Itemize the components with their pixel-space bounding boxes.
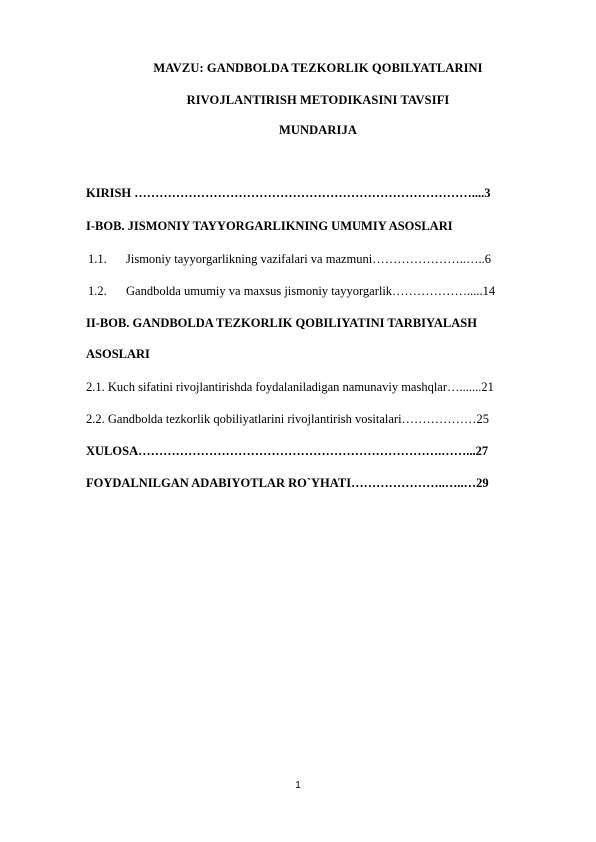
toc-entry-number: 1.2. — [88, 284, 107, 298]
toc-entry-number: 1.1. — [88, 252, 107, 266]
toc-entry-conclusion: XULOSA……………………………………………………………….……...27 — [86, 444, 489, 458]
toc-entry-chapter-2: II-BOB. GANDBOLDA TEZKORLIK QOBILIYATINI TARBIYALASH — [86, 316, 477, 330]
toc-entry-text: Gandbolda umumiy va maxsus jismoniy tayyorgarlik……………….....14 — [126, 284, 496, 298]
topic-title-continued: RIVOJLANTIRISH METODIKASINI TAVSIFI — [186, 93, 450, 107]
toc-entry-chapter-2-continued: ASOSLARI — [86, 347, 150, 361]
contents-heading: MUNDARIJA — [279, 123, 357, 137]
toc-entry-1-2 — [86, 284, 546, 299]
toc-entry-2-1: 2.1. Kuch sifatini rivojlantirishda foydalaniladigan namunaviy mashqlar….......21 — [86, 380, 494, 394]
toc-entry-chapter-1: I-BOB. JISMONIY TAYYORGARLIKNING UMUMIY ASOSLARI — [86, 219, 453, 233]
toc-entry-references: FOYDALNILGAN ADABIYOTLAR RO`YHATI…………………..…..…29 — [86, 476, 489, 490]
page-number: 1 — [295, 780, 301, 791]
toc-entry-text: Jismoniy tayyorgarlikning vazifalari va mazmuni…………………..…..6 — [126, 252, 491, 266]
topic-title: MAVZU: GANDBOLDA TEZKORLIK QOBILYATLARINI — [153, 61, 483, 75]
toc-entry-intro: KIRISH ………………………………………………………………………....3 — [86, 186, 491, 200]
toc-entry-1-1 — [86, 252, 546, 267]
toc-entry-2-2: 2.2. Gandbolda tezkorlik qobiliyatlarini rivojlantirish vositalari………………25 — [86, 412, 490, 426]
